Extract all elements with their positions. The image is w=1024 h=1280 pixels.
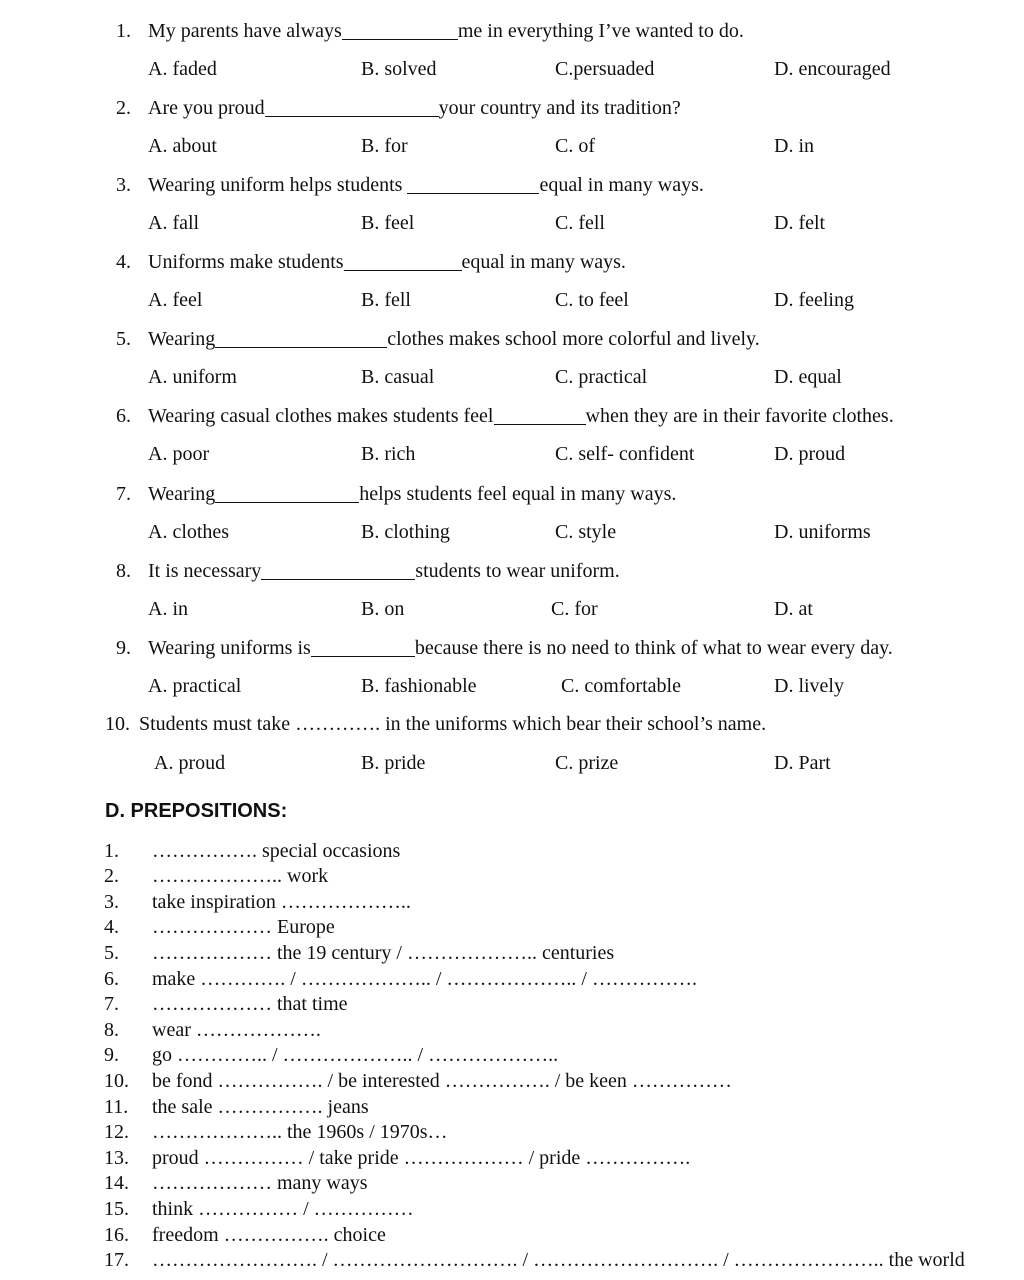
question-stem [116,404,894,428]
option-d[interactable]: D. lively [774,675,844,697]
question-text-before: It is necessary [148,560,262,582]
question-stem [116,327,760,351]
option-b[interactable]: B. pride [361,752,426,774]
item-number: 11. [104,1096,129,1118]
question-number: 7. [116,483,131,505]
option-a[interactable]: A. proud [154,752,226,774]
item-text: ……………… Europe [152,916,335,938]
question-number: 9. [116,637,131,659]
question-number: 1. [116,20,131,42]
item-text: freedom ……………. choice [152,1224,386,1246]
question-text-before: Wearing [148,328,216,350]
item-text: ……………… many ways [152,1172,368,1194]
option-c[interactable]: C.persuaded [555,58,655,80]
item-text: ……………. special occasions [152,840,401,862]
option-c[interactable]: C. of [555,135,595,157]
option-c[interactable]: C. prize [555,752,619,774]
item-text: the sale ……………. jeans [152,1096,369,1118]
item-text: make …………. / ……………….. / ……………….. / ……………. [152,968,697,990]
option-d[interactable]: D. encouraged [774,58,891,80]
answer-blank[interactable] [215,329,387,348]
option-a[interactable]: A. practical [148,675,242,697]
item-number: 12. [104,1121,129,1143]
answer-blank[interactable] [265,98,439,117]
option-d[interactable]: D. Part [774,752,831,774]
question-text-after: me in everything I’ve wanted to do. [457,20,744,42]
question-stem [116,173,704,197]
item-number: 5. [104,942,119,964]
option-c[interactable]: C. comfortable [561,675,681,697]
answer-blank[interactable] [494,406,586,425]
question-stem [116,482,676,506]
question-text-before: Wearing [148,483,216,505]
option-b[interactable]: B. casual [361,366,435,388]
item-number: 2. [104,865,119,887]
item-number: 1. [104,840,119,862]
option-d[interactable]: D. uniforms [774,521,871,543]
item-text: ……………….. work [152,865,329,887]
item-number: 15. [104,1198,129,1220]
item-number: 4. [104,916,119,938]
question-text-after: your country and its tradition? [438,97,681,119]
option-a[interactable]: A. clothes [148,521,230,543]
answer-blank[interactable] [311,638,415,657]
item-number: 10. [104,1070,129,1092]
option-c[interactable]: C. self- confident [555,443,695,465]
item-text: go ………….. / ……………….. / ……………….. [152,1044,559,1066]
answer-blank[interactable] [407,175,539,194]
question-text: Students must take …………. in the uniforms which bear their school’s name. [139,713,767,735]
item-number: 13. [104,1147,129,1169]
option-b[interactable]: B. fashionable [361,675,477,697]
item-number: 6. [104,968,119,990]
section-title: D. PREPOSITIONS: [105,800,288,822]
option-a[interactable]: A. feel [148,289,203,311]
option-b[interactable]: B. feel [361,212,415,234]
option-d[interactable]: D. proud [774,443,846,465]
question-text-before: Wearing casual clothes makes students feel [148,405,494,427]
answer-blank[interactable] [344,252,462,271]
question-number: 6. [116,405,131,427]
question-stem [116,19,744,43]
question-text-before: Are you proud [148,97,265,119]
question-stem [116,96,681,120]
option-d[interactable]: D. at [774,598,813,620]
option-a[interactable]: A. poor [148,443,210,465]
option-a[interactable]: A. about [148,135,217,157]
question-stem [105,712,766,736]
question-text-after: students to wear uniform. [415,560,620,582]
item-text: ……………….. the 1960s / 1970s… [152,1121,448,1143]
option-d[interactable]: D. feeling [774,289,854,311]
option-b[interactable]: B. solved [361,58,437,80]
item-number: 14. [104,1172,129,1194]
item-number: 16. [104,1224,129,1246]
option-c[interactable]: C. style [555,521,617,543]
option-a[interactable]: A. uniform [148,366,237,388]
question-stem [116,636,893,660]
option-b[interactable]: B. on [361,598,405,620]
answer-blank[interactable] [261,561,415,580]
option-c[interactable]: C. practical [555,366,648,388]
item-number: 17. [104,1249,129,1271]
question-text-after: when they are in their favorite clothes. [585,405,894,427]
question-text-before: My parents have always [148,20,342,42]
option-a[interactable]: A. fall [148,212,200,234]
option-c[interactable]: C. for [551,598,598,620]
item-number: 3. [104,891,119,913]
question-text-after: helps students feel equal in many ways. [359,483,677,505]
item-text: ……………… the 19 century / ……………….. centuries [152,942,615,964]
option-b[interactable]: B. for [361,135,408,157]
question-number: 8. [116,560,131,582]
item-number: 9. [104,1044,119,1066]
item-text: ……………………. / ………………………. / ………………………. / ………………….. the world [152,1249,965,1271]
question-text-before: Wearing uniforms is [148,637,311,659]
answer-blank[interactable] [215,484,359,503]
option-a[interactable]: A. faded [148,58,217,80]
question-number: 5. [116,328,131,350]
item-text: proud …………… / take pride ……………… / pride ……………. [152,1147,691,1169]
question-number: 2. [116,97,131,119]
item-number: 7. [104,993,119,1015]
question-text-before: Uniforms make students [148,251,344,273]
question-number: 4. [116,251,131,273]
option-a[interactable]: A. in [148,598,188,620]
item-text: wear ………………. [152,1019,321,1041]
item-text: ……………… that time [152,993,348,1015]
question-text-before: Wearing uniform helps students [148,174,408,196]
item-text: be fond ……………. / be interested ……………. / be keen …………… [152,1070,732,1092]
option-b[interactable]: B. fell [361,289,411,311]
option-b[interactable]: B. rich [361,443,416,465]
option-d[interactable]: D. in [774,135,814,157]
question-stem [116,250,626,274]
item-text: take inspiration ……………….. [152,891,411,913]
option-c[interactable]: C. to feel [555,289,629,311]
question-number: 3. [116,174,131,196]
option-d[interactable]: D. equal [774,366,842,388]
question-text-after: clothes makes school more colorful and lively. [387,328,760,350]
option-d[interactable]: D. felt [774,212,826,234]
option-b[interactable]: B. clothing [361,521,450,543]
question-text-after: equal in many ways. [461,251,626,273]
option-c[interactable]: C. fell [555,212,605,234]
item-text: think …………… / …………… [152,1198,414,1220]
question-number: 10. [105,713,130,735]
item-number: 8. [104,1019,119,1041]
answer-blank[interactable] [342,21,458,40]
question-stem [116,559,620,583]
question-text-after: equal in many ways. [539,174,704,196]
question-text-after: because there is no need to think of what to wear every day. [414,637,893,659]
